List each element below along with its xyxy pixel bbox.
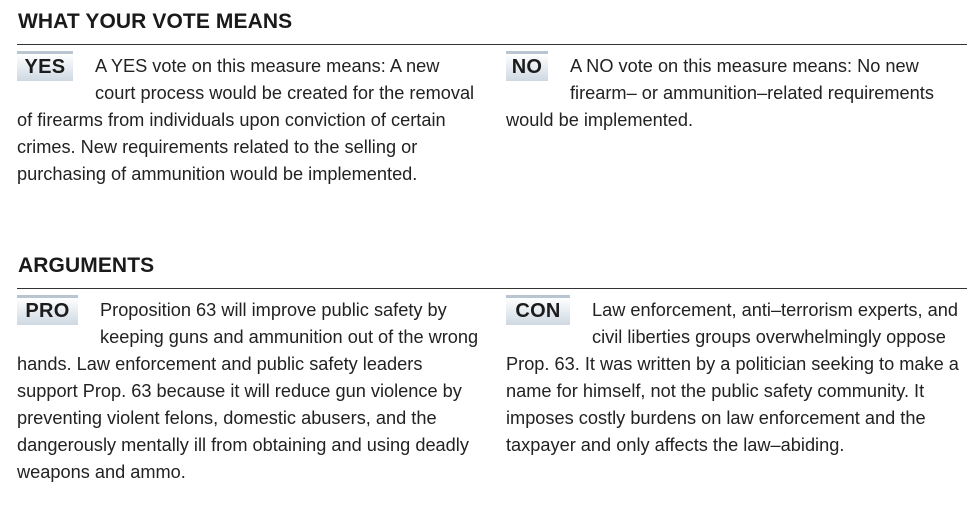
- pro-paragraph: [17, 289, 479, 486]
- vote-meaning-columns: [17, 45, 967, 245]
- pro-column: [17, 289, 479, 486]
- no-text: A NO vote on this measure means: No new firearm– or ammunition–related requirements would be implemented.: [506, 56, 934, 130]
- vote-meaning-heading: WHAT YOUR VOTE MEANS: [18, 10, 293, 33]
- yes-text: A YES vote on this measure means: A new court process would be created for the removal of firearms from individuals upon conviction of certain crimes. New requirements related to the selling or purchasing of ammunition would be implemented.: [17, 56, 475, 184]
- con-tag: CON: [506, 295, 570, 325]
- yes-tag: YES: [17, 51, 73, 81]
- con-paragraph: [506, 289, 976, 459]
- vote-meaning-section: [17, 10, 967, 245]
- arguments-section: [17, 254, 967, 489]
- no-column: [506, 45, 976, 134]
- no-paragraph: [506, 45, 976, 134]
- pro-text: Proposition 63 will improve public safety by keeping guns and ammunition out of the wrong hands. Law enforcement and public safety leaders support Prop. 63 because it will reduce gun violence by preventing violent felons, domestic abusers, and the dangerously mentally ill from obtaining and using deadly weapons and ammo.: [17, 300, 479, 482]
- yes-column: [17, 45, 479, 188]
- pro-tag: PRO: [17, 295, 78, 325]
- arguments-columns: [17, 289, 967, 489]
- no-tag: NO: [506, 51, 548, 81]
- arguments-heading: ARGUMENTS: [18, 254, 155, 277]
- con-text: Law enforcement, anti–terrorism experts, and civil liberties groups overwhelmingly oppose Prop. 63. It was written by a politician seeking to make a name for himself, not the public safety community. It imposes costly burdens on law enforcement and the taxpayer and only affects the law–abiding.: [506, 300, 959, 455]
- con-column: [506, 289, 976, 459]
- yes-paragraph: [17, 45, 479, 188]
